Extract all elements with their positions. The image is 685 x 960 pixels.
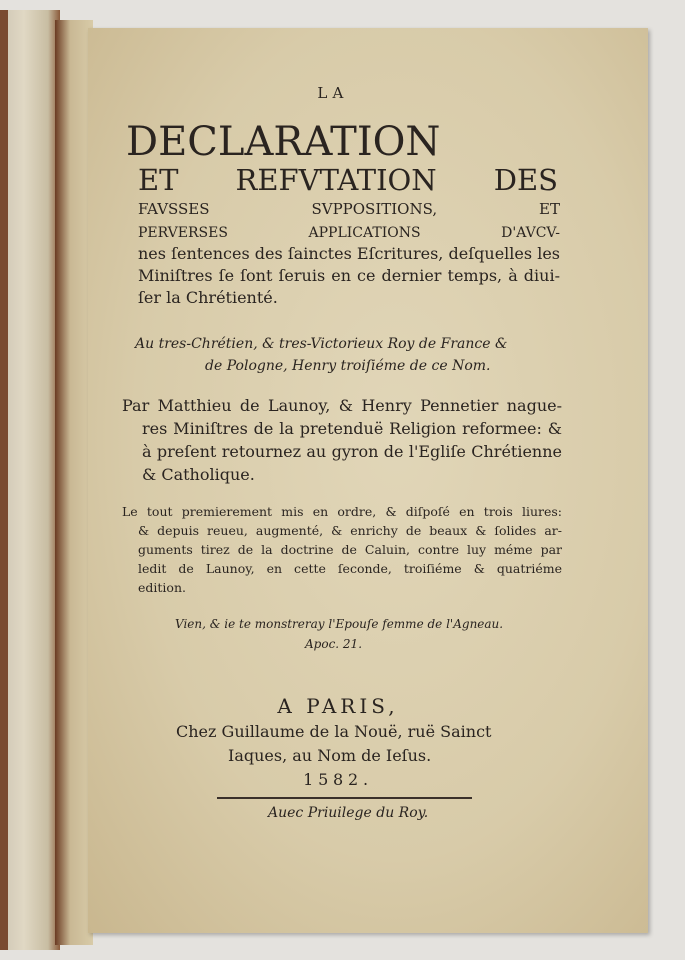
imprint-year: 1582. bbox=[303, 770, 373, 789]
imprint-city: A PARIS, bbox=[277, 694, 399, 718]
divider-rule bbox=[217, 797, 472, 799]
privilege-note: Auec Priuilege du Roy. bbox=[268, 805, 429, 821]
imprint-line: Iaques, au Nom de Ieſus. bbox=[228, 746, 432, 765]
title-page bbox=[88, 28, 648, 933]
epigraph: Vien, & ie te monstreray l'Epouſe femme de l'Agneau. bbox=[175, 617, 504, 631]
dedication-line: de Pologne, Henry troiſiéme de ce Nom. bbox=[205, 358, 491, 374]
title-la: LA bbox=[317, 84, 349, 102]
title-declaration: DECLARATION bbox=[126, 119, 441, 165]
title-refutation: ET REFVTATION DES bbox=[138, 163, 558, 197]
title-sentences: nes ſentences des ſainctes Eſcritures, deſquelles les bbox=[138, 244, 560, 263]
authors-line: Par Matthieu de Launoy, & Henry Pennetier nague- bbox=[122, 396, 562, 415]
title-ministres: Miniſtres ſe ſont ſeruis en ce dernier temps, à diui- bbox=[138, 266, 560, 285]
edition-note-line: edition. bbox=[138, 580, 186, 595]
edition-note-line: Le tout premierement mis en ordre, & diſpoſé en trois liures: bbox=[122, 504, 562, 519]
title-perverses: PERVERSES APPLICATIONS D'AVCV- bbox=[138, 225, 560, 241]
dedication-line: Au tres-Chrétien, & tres-Victorieux Roy de France & bbox=[135, 336, 508, 352]
edition-note-line: & depuis reueu, augmenté, & enrichy de beaux & ſolides ar- bbox=[138, 523, 562, 538]
authors-line: à preſent retournez au gyron de l'Egliſe Chrétienne bbox=[142, 442, 562, 461]
title-chretiente: ſer la Chrétienté. bbox=[138, 288, 278, 307]
book-fore-edge bbox=[0, 10, 60, 950]
edition-note-line: guments tirez de la doctrine de Caluin, contre luy méme par bbox=[138, 542, 562, 557]
authors-line: & Catholique. bbox=[142, 465, 255, 484]
leather-cover-edge bbox=[0, 10, 8, 950]
authors-line: res Miniſtres de la pretenduë Religion reformee: & bbox=[142, 419, 562, 438]
epigraph-reference: Apoc. 21. bbox=[305, 637, 363, 651]
edition-note-line: ledit de Launoy, en cette ſeconde, troiſiéme & quatriéme bbox=[138, 561, 562, 576]
imprint-line: Chez Guillaume de la Nouë, ruë Sainct bbox=[176, 722, 492, 741]
title-fausses: FAVSSES SVPPOSITIONS, ET bbox=[138, 200, 560, 218]
